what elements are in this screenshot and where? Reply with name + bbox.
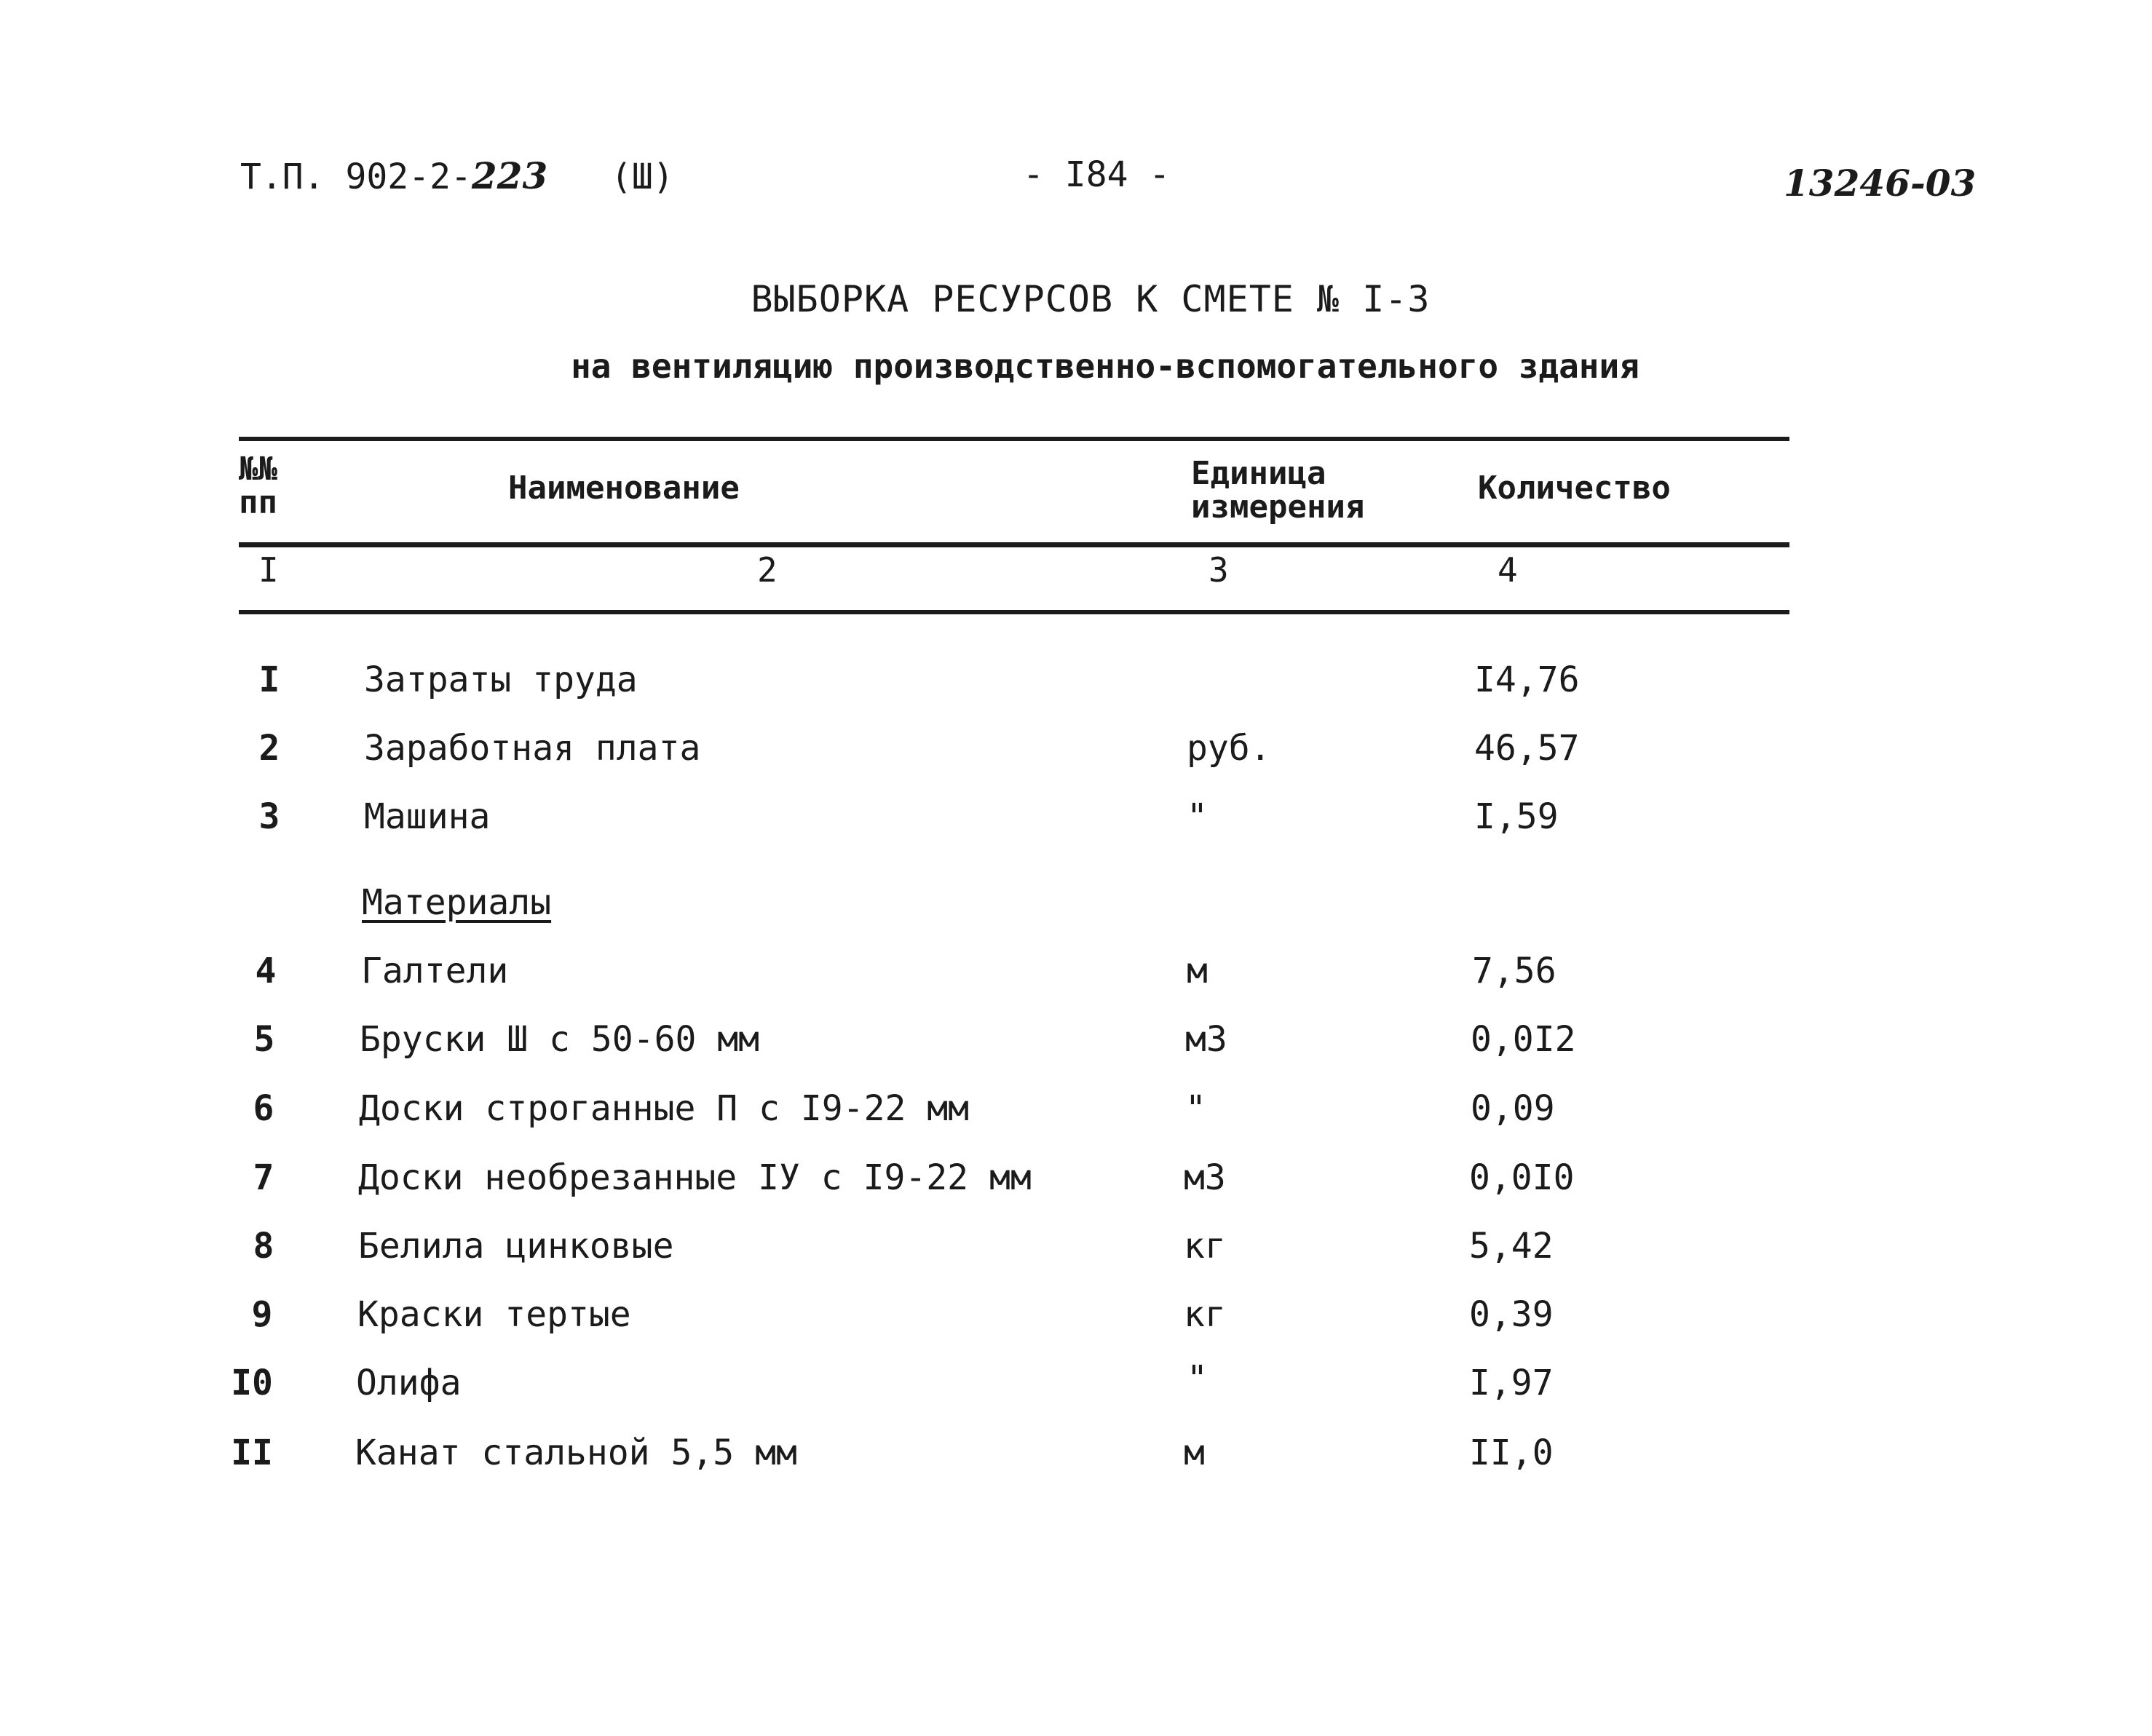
row-8-num: 8 <box>253 1226 274 1267</box>
row-1-num: I <box>258 659 280 700</box>
document-subtitle: на вентиляцию производственно-вспомогательного здания <box>571 346 1639 386</box>
row-8-name: Белила цинковые <box>358 1226 674 1267</box>
document-code-handwritten: 223 <box>471 154 548 197</box>
row-9-qty: 0,39 <box>1469 1294 1554 1335</box>
row-2-qty: 46,57 <box>1474 728 1580 769</box>
column-number-2: 2 <box>757 550 778 590</box>
row-8-unit: кг <box>1184 1226 1226 1267</box>
row-1-qty: I4,76 <box>1474 659 1580 700</box>
row-11-qty: II,0 <box>1469 1432 1554 1473</box>
section-heading-materials: Материалы <box>362 882 552 923</box>
row-5-unit: м3 <box>1185 1019 1227 1060</box>
row-3-unit: " <box>1187 796 1208 837</box>
row-3-qty: I,59 <box>1474 796 1559 837</box>
row-3-name: Машина <box>364 796 491 837</box>
row-11-unit: м <box>1184 1432 1205 1473</box>
row-6-num: 6 <box>253 1088 274 1129</box>
row-10-name: Олифа <box>356 1363 462 1403</box>
column-number-4: 4 <box>1498 550 1518 590</box>
header-unit-line1: Единица <box>1191 455 1326 492</box>
row-4-unit: м <box>1187 951 1208 991</box>
row-9-unit: кг <box>1184 1294 1226 1335</box>
row-6-unit: " <box>1185 1088 1206 1129</box>
row-11-name: Канат стальной 5,5 мм <box>355 1432 797 1473</box>
row-4-qty: 7,56 <box>1472 951 1556 991</box>
row-7-qty: 0,0I0 <box>1469 1157 1575 1198</box>
row-8-qty: 5,42 <box>1469 1226 1554 1267</box>
row-4-num: 4 <box>255 951 277 991</box>
header-num-line1: №№ <box>239 451 277 488</box>
row-9-name: Краски тертые <box>357 1294 631 1335</box>
document-title: ВЫБОРКА РЕСУРСОВ К СМЕТЕ № I-3 <box>751 278 1431 320</box>
document-code-suffix: (Ш) <box>610 156 674 197</box>
page-number: - I84 - <box>1023 154 1171 195</box>
document-code <box>240 154 674 197</box>
row-11-num: II <box>231 1432 273 1473</box>
header-unit <box>1191 457 1364 524</box>
table-colnum-rule <box>239 610 1789 614</box>
row-5-name: Бруски Ш с 50-60 мм <box>360 1019 760 1060</box>
row-4-name: Галтели <box>361 951 509 991</box>
row-7-unit: м3 <box>1184 1157 1226 1198</box>
row-2-name: Заработная плата <box>364 728 701 769</box>
archive-number: 13246-03 <box>1784 162 1977 205</box>
row-3-num: 3 <box>258 796 280 837</box>
row-1-name: Затраты труда <box>364 659 638 700</box>
header-name: Наименование <box>508 469 740 507</box>
row-6-name: Доски строганные П с I9-22 мм <box>359 1088 970 1129</box>
row-7-num: 7 <box>253 1157 274 1198</box>
header-num <box>239 453 277 520</box>
row-10-num: I0 <box>231 1363 273 1403</box>
row-7-name: Доски необрезанные IУ с I9-22 мм <box>358 1157 1032 1198</box>
row-2-unit: руб. <box>1187 728 1271 769</box>
column-number-1: I <box>258 550 279 590</box>
row-2-num: 2 <box>258 728 280 769</box>
row-10-unit: " <box>1187 1358 1208 1399</box>
row-10-qty: I,97 <box>1469 1363 1554 1403</box>
table-top-rule <box>239 437 1789 441</box>
header-qty: Количество <box>1478 469 1671 507</box>
table-header-rule <box>239 542 1789 547</box>
document-code-prefix: Т.П. 902-2- <box>240 156 472 197</box>
row-6-qty: 0,09 <box>1471 1088 1555 1129</box>
row-5-num: 5 <box>253 1019 275 1060</box>
header-unit-line2: измерения <box>1191 488 1365 526</box>
column-number-3: 3 <box>1208 550 1229 590</box>
row-9-num: 9 <box>251 1294 273 1335</box>
row-5-qty: 0,0I2 <box>1471 1019 1576 1060</box>
header-num-line2: пп <box>239 484 277 522</box>
